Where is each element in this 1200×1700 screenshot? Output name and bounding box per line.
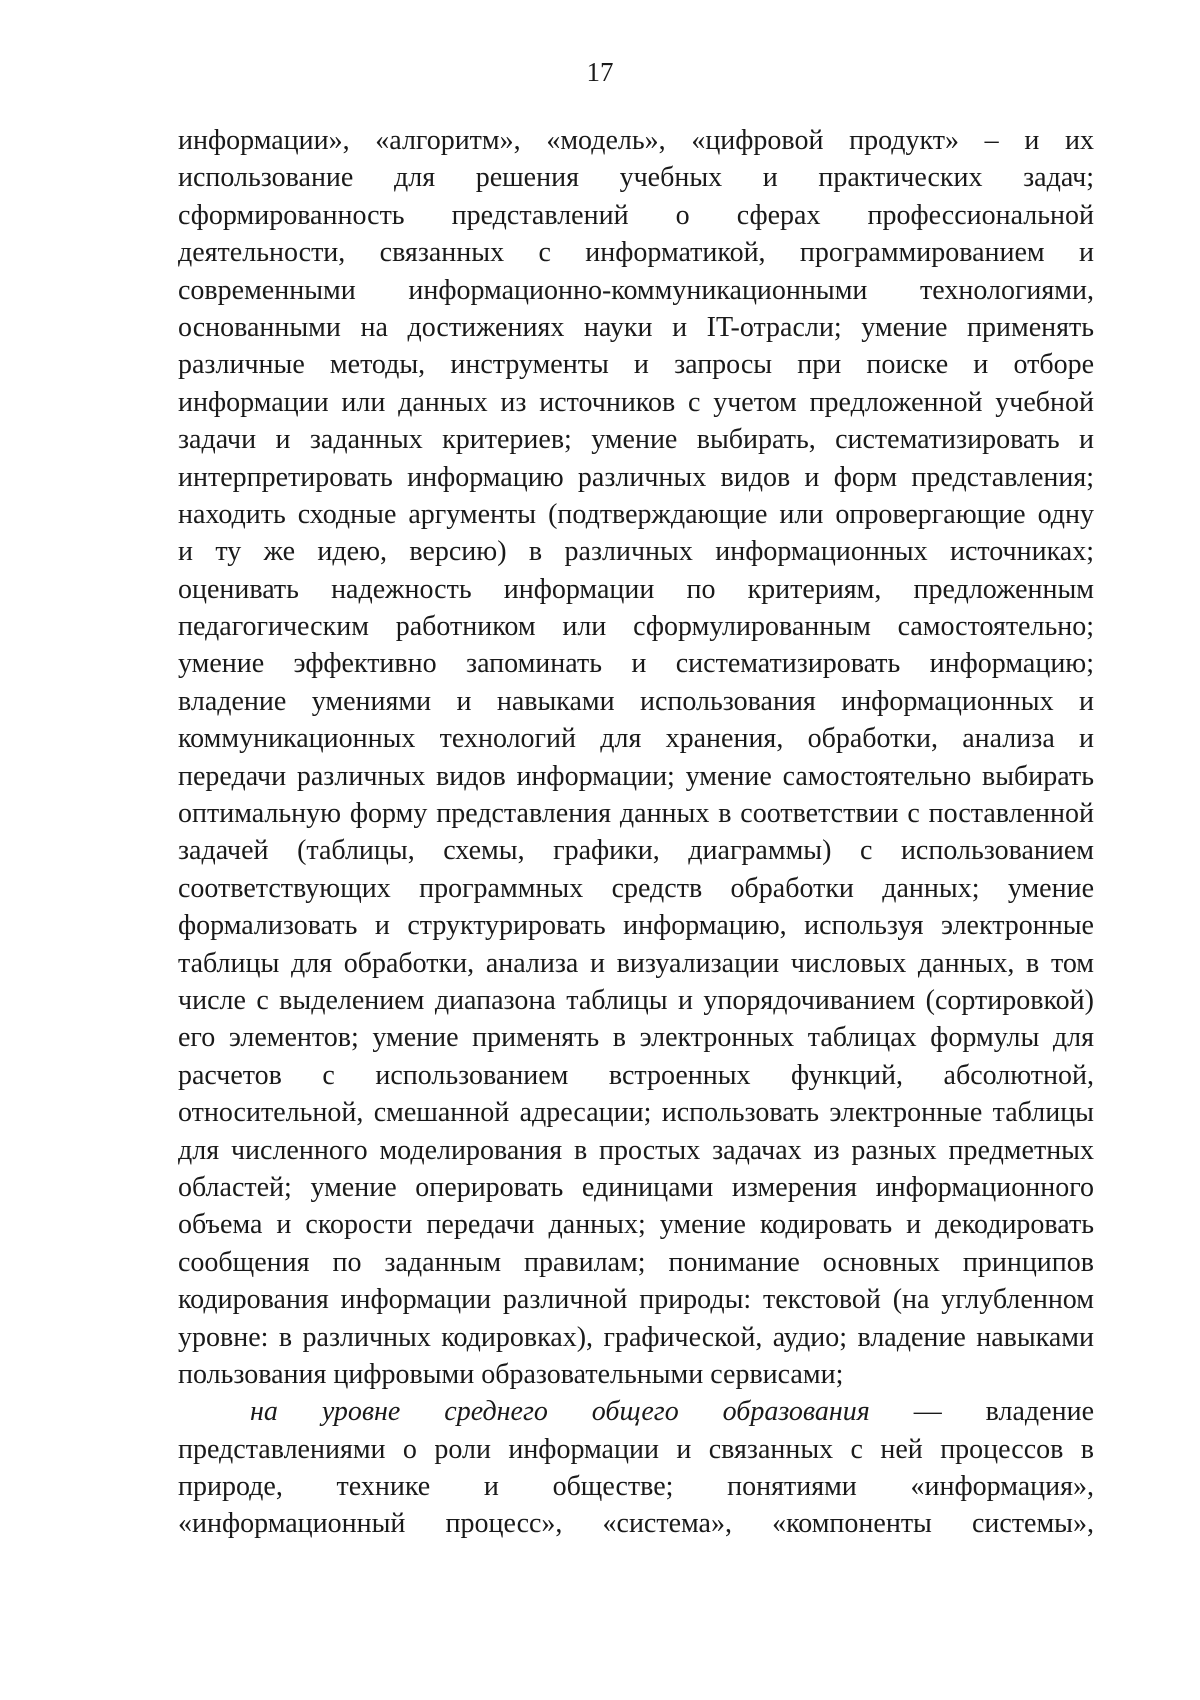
text-line: различные методы, инструменты и запросы при поиске и отборе xyxy=(178,349,1094,381)
page-number: 17 xyxy=(586,57,614,87)
text-line: таблицы для обработки, анализа и визуализации числовых данных, в том xyxy=(178,947,1094,979)
text-line: оптимальную форму представления данных в соответствии с поставленной xyxy=(178,798,1094,830)
text-line: информации или данных из источников с учетом предложенной учебной xyxy=(178,386,1094,418)
text-line: современными информационно-коммуникационными технологиями, xyxy=(178,274,1094,306)
text-line: умение эффективно запоминать и систематизировать информацию; xyxy=(178,648,1094,680)
text-line: задачей (таблицы, схемы, графики, диаграммы) с использованием xyxy=(178,835,1094,867)
text-line: сформированность представлений о сферах профессиональной xyxy=(178,199,1094,231)
text-line: представлениями о роли информации и связанных с ней процессов в xyxy=(178,1433,1094,1465)
text-line: и ту же идею, версию) в различных информационных источниках; xyxy=(178,536,1094,568)
text-line: информации», «алгоритм», «модель», «цифровой продукт» – и их xyxy=(178,125,1094,156)
text-line: педагогическим работником или сформулированным самостоятельно; xyxy=(178,611,1094,643)
text-line: сообщения по заданным правилам; понимание основных принципов xyxy=(178,1246,1094,1278)
text-line: соответствующих программных средств обработки данных; умение xyxy=(178,872,1094,904)
text-line: пользования цифровыми образовательными сервисами; xyxy=(178,1358,844,1390)
text-line: его элементов; умение применять в электронных таблицах формулы для xyxy=(178,1022,1094,1054)
text-line: числе с выделением диапазона таблицы и упорядочиванием (сортировкой) xyxy=(178,984,1094,1016)
text-line: основанными на достижениях науки и IT-отрасли; умение применять xyxy=(178,311,1094,343)
text-line: расчетов с использованием встроенных функций, абсолютной, xyxy=(178,1059,1094,1091)
text-line: находить сходные аргументы (подтверждающие или опровергающие одну xyxy=(178,498,1094,530)
text-line: уровне: в различных кодировках), графической, аудио; владение навыками xyxy=(178,1321,1094,1353)
text-line: владение умениями и навыками использования информационных и xyxy=(178,685,1094,717)
text-line: интерпретировать информацию различных видов и форм представления; xyxy=(178,461,1094,493)
text-line: формализовать и структурировать информацию, используя электронные xyxy=(178,910,1094,942)
text-line: природе, технике и обществе; понятиями «информация», xyxy=(178,1471,1094,1503)
paragraph-2 xyxy=(178,1393,1094,1543)
text-line xyxy=(178,1393,1094,1430)
text-line: задачи и заданных критериев; умение выбирать, систематизировать и xyxy=(178,424,1094,456)
text-line: передачи различных видов информации; умение самостоятельно выбирать xyxy=(178,760,1094,792)
text-line: кодирования информации различной природы: текстовой (на углубленном xyxy=(178,1284,1094,1316)
text-line: деятельности, связанных с информатикой, программированием и xyxy=(178,237,1094,269)
paragraph-1 xyxy=(178,122,1094,1393)
text-line: относительной, смешанной адресации; использовать электронные таблицы xyxy=(178,1097,1094,1129)
body-text xyxy=(178,122,1094,1543)
text-line: оценивать надежность информации по критериям, предложенным xyxy=(178,573,1094,605)
text-fragment: — владение xyxy=(869,1396,1094,1428)
italic-lead: на уровне среднего общего образования xyxy=(250,1396,870,1428)
text-line: для численного моделирования в простых задачах из разных предметных xyxy=(178,1134,1094,1166)
text-line: «информационный процесс», «система», «компоненты системы», xyxy=(178,1508,1094,1540)
text-line: областей; умение оперировать единицами измерения информационного xyxy=(178,1171,1094,1203)
text-line: использование для решения учебных и практических задач; xyxy=(178,162,1094,194)
text-line: объема и скорости передачи данных; умение кодировать и декодировать xyxy=(178,1209,1094,1241)
text-line: коммуникационных технологий для хранения, обработки, анализа и xyxy=(178,723,1094,755)
